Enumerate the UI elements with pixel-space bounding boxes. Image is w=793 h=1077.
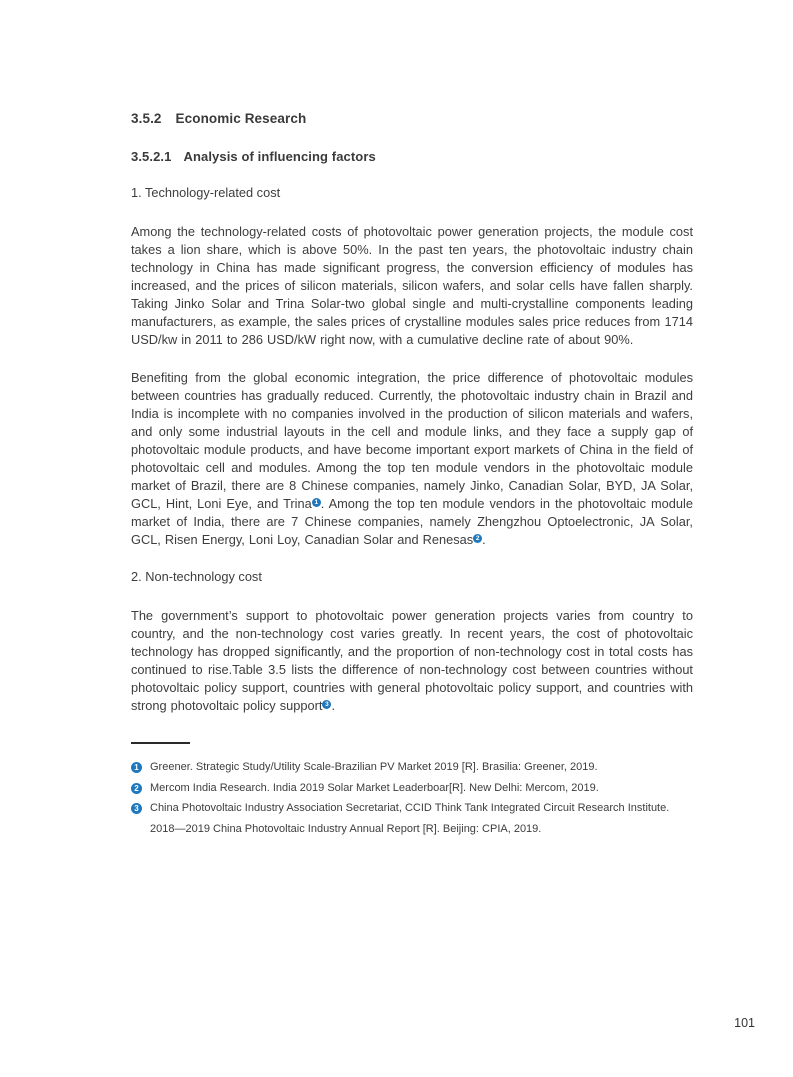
page-number: 101	[734, 1016, 755, 1030]
footnote-text: Mercom India Research. India 2019 Solar Market Leaderboar[R]. New Delhi: Mercom, 2019.	[150, 781, 599, 794]
subsection-heading	[131, 149, 693, 164]
list-item-technology-related-cost: 1. Technology-related cost	[131, 185, 281, 200]
footnote-text: China Photovoltaic Industry Association Secretariat, CCID Think Tank Integrated Circuit Research Institute. 2018—2019 China Photovoltaic Industry Annual Report [R]. Beijing: CPIA, 2019.	[150, 802, 670, 835]
footnote-marker-1: 1	[131, 762, 142, 773]
paragraph-technology-cost: Among the technology-related costs of photovoltaic power generation projects, the module cost takes a lion share, which is above 50%. In the past ten years, the photovoltaic industry chain technology in China has made significant progress, the conversion efficiency of modules has increased, and the prices of silicon materials, silicon wafers, and solar cells have fallen sharply. Taking Jinko Solar and Trina Solar-two global single and multi-crystalline components leading manufacturers, as example, the sales prices of crystalline modules sales price reduces from 1714 USD/kw in 2011 to 286 USD/kW right now, with a cumulative decline rate of about 90%.	[131, 224, 693, 347]
section-number: 3.5.2	[131, 111, 162, 126]
paragraph-text: .	[482, 532, 486, 547]
subsection-title: Analysis of influencing factors	[183, 149, 376, 164]
footnote-text: Greener. Strategic Study/Utility Scale-Brazilian PV Market 2019 [R]. Brasilia: Greener, 2019.	[150, 761, 598, 773]
footnote-item	[131, 778, 693, 799]
section-heading	[131, 111, 693, 126]
section-title: Economic Research	[175, 111, 307, 126]
footnote-item	[131, 798, 693, 839]
footnote-ref-3: 3	[322, 700, 331, 709]
paragraph-text: Benefiting from the global economic integration, the price difference of photovoltaic modules between countries has gradually reduced. Currently, the photovoltaic industry chain in Brazil and India is incomplete with no companies involved in the production of silicon materials and wafers, and only some industrial layouts in the cell and module links, and they face a supply gap of photovoltaic module products, and have become important export markets of China in the field of photovoltaic cell and modules. Among the top ten module vendors in the photovoltaic module market of Brazil, there are 8 Chinese companies, namely Jinko, Canadian Solar, BYD, JA Solar, GCL, Hint, Loni Eye, and Trina	[131, 370, 693, 511]
footnote-item	[131, 757, 693, 778]
subsection-number: 3.5.2.1	[131, 149, 172, 164]
footnote-marker-2: 2	[131, 783, 142, 794]
footnotes-section	[131, 757, 693, 839]
paragraph-text: The government’s support to photovoltaic power generation projects varies from country to country, and the non-technology cost varies greatly. In recent years, the cost of photovoltaic technology has dropped significantly, and the proportion of non-technology cost in total costs has continued to rise.Table 3.5 lists the difference of non-technology cost between countries without photovoltaic policy support, countries with general photovoltaic policy support, and countries with strong photovoltaic policy support	[131, 608, 693, 713]
page-content	[131, 111, 693, 839]
list-item-non-technology-cost: 2. Non-technology cost	[131, 569, 262, 584]
paragraph-non-technology-cost	[131, 607, 693, 715]
footnote-marker-3: 3	[131, 803, 142, 814]
footnote-ref-1: 1	[312, 498, 321, 507]
paragraph-text: .	[331, 698, 335, 713]
paragraph-text: . Among the top ten module vendors in the photovoltaic module market of India, there are 7 Chinese companies, namely Zhengzhou Optoelectronic, JA Solar, GCL, Risen Energy, Loni Loy, Canadian Solar and Renesas	[131, 496, 693, 547]
footnote-ref-2: 2	[473, 534, 482, 543]
footnote-separator-rule	[131, 742, 190, 744]
paragraph-module-markets	[131, 369, 693, 549]
